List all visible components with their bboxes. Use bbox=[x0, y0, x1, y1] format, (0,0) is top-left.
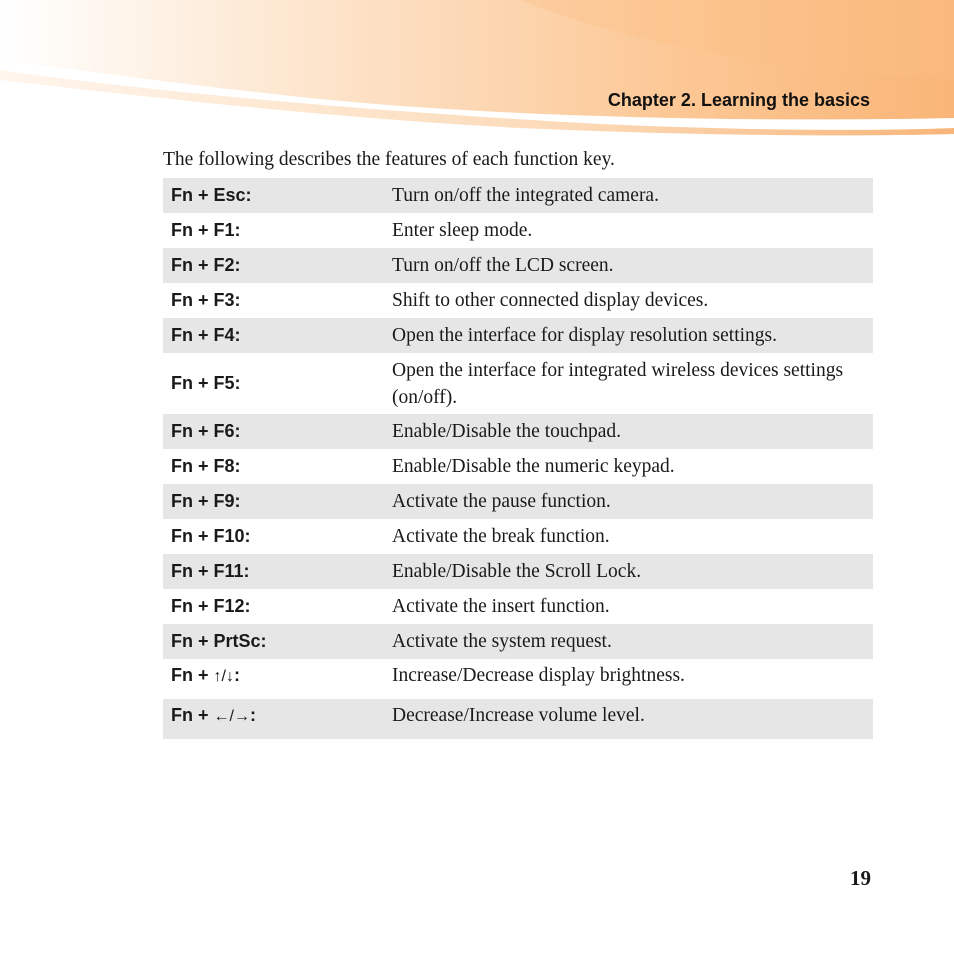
key-cell: Fn + Esc: bbox=[163, 178, 392, 213]
key-cell: Fn + F2: bbox=[163, 248, 392, 283]
description-cell: Decrease/Increase volume level. bbox=[392, 699, 873, 739]
chapter-title: Chapter 2. Learning the basics bbox=[607, 90, 870, 110]
key-cell: Fn + F9: bbox=[163, 484, 392, 519]
table-row bbox=[163, 353, 873, 414]
down-arrow-icon: ↓ bbox=[225, 668, 234, 685]
description-cell: Activate the insert function. bbox=[392, 596, 610, 617]
description-cell: Enable/Disable the Scroll Lock. bbox=[392, 554, 873, 589]
right-arrow-icon: → bbox=[233, 708, 250, 725]
key-prefix: Fn + bbox=[171, 665, 209, 685]
table-row bbox=[163, 699, 873, 739]
description-cell: Turn on/off the integrated camera. bbox=[392, 178, 873, 213]
key-cell: Fn + F12: bbox=[171, 596, 251, 616]
key-cell: Fn + F10: bbox=[171, 526, 251, 546]
header-banner bbox=[0, 0, 954, 140]
table-row bbox=[163, 414, 873, 449]
description-cell: Open the interface for integrated wireless devices settings (on/off). bbox=[392, 359, 844, 408]
table-row bbox=[163, 484, 873, 519]
key-cell: Fn + F8: bbox=[171, 456, 241, 476]
key-suffix: : bbox=[233, 665, 240, 685]
key-cell: Fn + F3: bbox=[171, 290, 241, 310]
key-cell: Fn + F5: bbox=[171, 373, 241, 393]
description-cell: Activate the system request. bbox=[392, 624, 873, 659]
description-cell: Enable/Disable the numeric keypad. bbox=[392, 456, 675, 477]
page-number: 19 bbox=[850, 866, 871, 890]
table-row bbox=[163, 554, 873, 589]
key-cell: Fn + F4: bbox=[163, 318, 392, 353]
table-row bbox=[163, 449, 873, 484]
table-row bbox=[163, 624, 873, 659]
description-cell: Activate the break function. bbox=[392, 526, 610, 547]
key-cell bbox=[163, 699, 392, 739]
key-cell: Fn + F11: bbox=[163, 554, 392, 589]
table-row bbox=[163, 213, 873, 248]
table-row bbox=[163, 589, 873, 624]
key-cell: Fn + F6: bbox=[163, 414, 392, 449]
intro-text: The following describes the features of each function key. bbox=[163, 149, 615, 170]
function-key-table bbox=[163, 178, 873, 739]
left-arrow-icon: ← bbox=[213, 708, 230, 725]
key-cell: Fn + PrtSc: bbox=[163, 624, 392, 659]
key-cell bbox=[163, 659, 392, 699]
description-cell: Open the interface for display resolution settings. bbox=[392, 318, 873, 353]
table-row bbox=[163, 248, 873, 283]
table-row bbox=[163, 659, 873, 699]
separator: / bbox=[221, 668, 226, 685]
key-prefix: Fn + bbox=[171, 705, 209, 725]
table-row bbox=[163, 283, 873, 318]
key-suffix: : bbox=[249, 705, 256, 725]
description-cell: Shift to other connected display devices. bbox=[392, 290, 709, 311]
description-cell: Turn on/off the LCD screen. bbox=[392, 248, 873, 283]
description-cell: Activate the pause function. bbox=[392, 484, 873, 519]
up-arrow-icon: ↑ bbox=[213, 668, 222, 685]
description-cell: Increase/Decrease display brightness. bbox=[392, 665, 685, 686]
table-row bbox=[163, 519, 873, 554]
key-cell: Fn + F1: bbox=[171, 220, 241, 240]
description-cell: Enable/Disable the touchpad. bbox=[392, 414, 873, 449]
description-cell: Enter sleep mode. bbox=[392, 220, 533, 241]
separator: / bbox=[229, 708, 234, 725]
table-row bbox=[163, 178, 873, 213]
table-row bbox=[163, 318, 873, 353]
